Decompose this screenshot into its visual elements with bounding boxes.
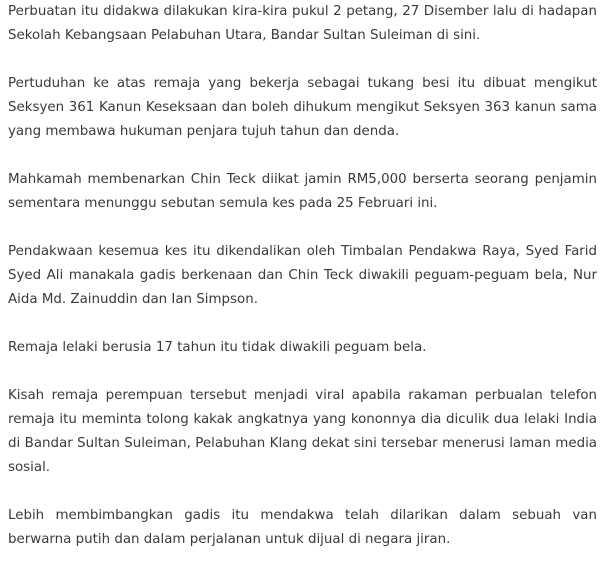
paragraph-2: Pertuduhan ke atas remaja yang bekerja sebagai tukang besi itu dibuat mengikut Seksyen 361 Kanun Keseksaan dan boleh dihukum mengikut Seksyen 363 kanun sama yang membawa hukuman penjara tujuh tahun dan denda. bbox=[8, 76, 597, 139]
article-body bbox=[8, 0, 597, 576]
paragraph-1: Perbuatan itu didakwa dilakukan kira-kira pukul 2 petang, 27 Disember lalu di hadapan Sekolah Kebangsaan Pelabuhan Utara, Bandar Sultan Suleiman di sini. bbox=[8, 4, 597, 43]
paragraph-4: Pendakwaan kesemua kes itu dikendalikan oleh Timbalan Pendakwa Raya, Syed Farid Syed Ali manakala gadis berkenaan dan Chin Teck diwakili peguam-peguam bela, Nur Aida Md. Zainuddin dan Ian Simpson. bbox=[8, 244, 597, 307]
paragraph-3: Mahkamah membenarkan Chin Teck diikat jamin RM5,000 berserta seorang penjamin sementara menunggu sebutan semula kes pada 25 Februari ini. bbox=[8, 172, 597, 211]
paragraph-7: Lebih membimbangkan gadis itu mendakwa telah dilarikan dalam sebuah van berwarna putih dan dalam perjalanan untuk dijual di negara jiran. bbox=[8, 508, 597, 547]
paragraph-5: Remaja lelaki berusia 17 tahun itu tidak diwakili peguam bela. bbox=[8, 340, 427, 355]
paragraph-6: Kisah remaja perempuan tersebut menjadi viral apabila rakaman perbualan telefon remaja itu meminta tolong kakak angkatnya yang kononnya dia diculik dua lelaki India di Bandar Sultan Suleiman, Pelabuhan Klang dekat sini tersebar menerusi laman media sosial. bbox=[8, 388, 597, 475]
